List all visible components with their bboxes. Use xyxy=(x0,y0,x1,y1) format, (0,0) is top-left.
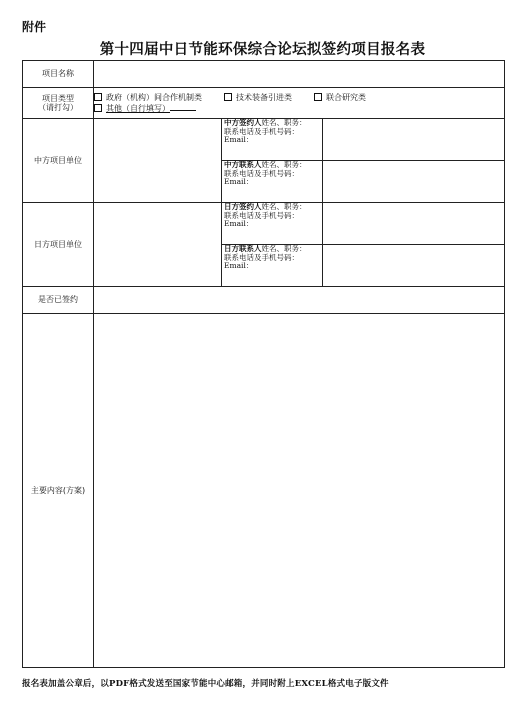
row-signed xyxy=(23,287,505,314)
project-name-label: 项目名称 xyxy=(23,61,94,88)
main-content-field[interactable] xyxy=(94,314,505,668)
cn-unit-label: 中方项目单位 xyxy=(23,119,94,203)
cn-contact-info: 中方联系人姓名、职务： 联系电话及手机号码： Email： xyxy=(222,161,323,203)
project-type-label xyxy=(23,88,94,119)
cn-unit-field[interactable] xyxy=(94,119,222,203)
jp-unit-label: 日方项目单位 xyxy=(23,203,94,287)
option-tech-equipment[interactable]: 技术装备引进类 xyxy=(224,93,292,102)
row-project-name xyxy=(23,61,505,88)
footer-note: 报名表加盖公章后，以PDF格式发送至国家节能中心邮箱，并同时附上EXCEL格式电子版文件 xyxy=(22,679,389,689)
main-content-label: 主要内容(方案) xyxy=(23,314,94,668)
attachment-label: 附件 xyxy=(22,20,47,34)
project-type-label-line1: 项目类型 xyxy=(42,93,74,103)
jp-signatory-info: 日方签约人姓名、职务： 联系电话及手机号码： Email： xyxy=(222,203,323,245)
option-gov-cooperation[interactable]: 政府（机构）间合作机制类 xyxy=(94,93,202,102)
jp-unit-field[interactable] xyxy=(94,203,222,287)
row-project-type xyxy=(23,88,505,119)
cn-contact-field[interactable] xyxy=(323,161,505,203)
checkbox[interactable] xyxy=(224,93,232,101)
project-type-options xyxy=(94,88,505,119)
row-cn-signatory xyxy=(23,119,505,161)
checkbox[interactable] xyxy=(94,104,102,112)
checkbox[interactable] xyxy=(94,93,102,101)
row-jp-signatory xyxy=(23,203,505,245)
cn-signatory-field[interactable] xyxy=(323,119,505,161)
option-joint-research[interactable]: 联合研究类 xyxy=(314,93,366,102)
jp-contact-field[interactable] xyxy=(323,245,505,287)
row-main-content xyxy=(23,314,505,668)
signed-field[interactable] xyxy=(94,287,505,314)
jp-contact-info: 日方联系人姓名、职务： 联系电话及手机号码： Email： xyxy=(222,245,323,287)
project-name-field[interactable] xyxy=(94,61,505,88)
project-type-label-line2: （请打勾） xyxy=(38,103,78,112)
registration-form-table xyxy=(22,60,505,668)
option-other[interactable]: 其他（自行填写） xyxy=(94,104,196,113)
form-title: 第十四届中日节能环保综合论坛拟签约项目报名表 xyxy=(99,41,426,58)
signed-label: 是否已签约 xyxy=(23,287,94,314)
jp-signatory-field[interactable] xyxy=(323,203,505,245)
cn-signatory-info: 中方签约人姓名、职务： 联系电话及手机号码： Email： xyxy=(222,119,323,161)
checkbox[interactable] xyxy=(314,93,322,101)
other-fill-line[interactable] xyxy=(170,110,196,111)
